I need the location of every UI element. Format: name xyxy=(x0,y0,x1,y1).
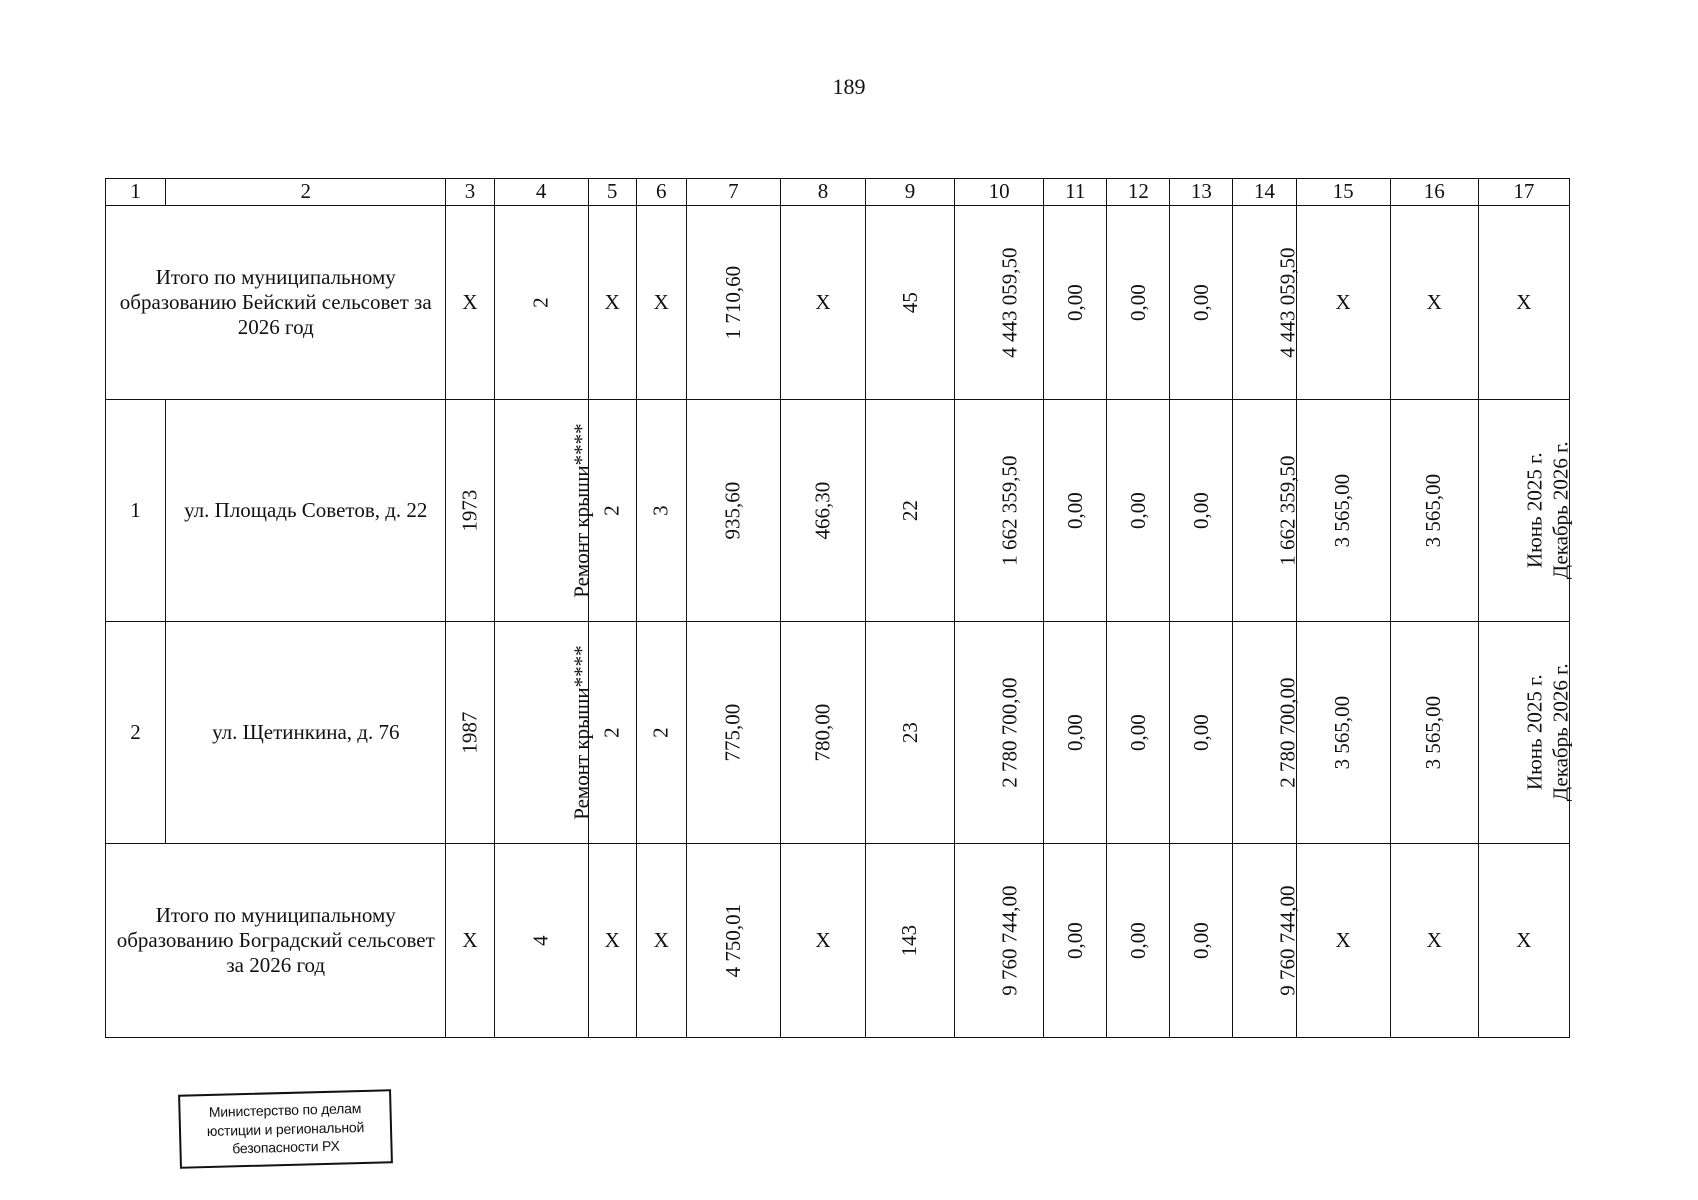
cell-text: 2 xyxy=(599,727,624,738)
header-cell: 6 xyxy=(636,179,686,206)
cell-text: 0,00 xyxy=(1062,714,1087,751)
period-end: Декабрь 2026 г. xyxy=(1548,441,1573,580)
table-cell: X xyxy=(1390,206,1478,400)
table-cell xyxy=(1044,400,1107,622)
table-cell: X xyxy=(636,206,686,400)
cell-text: 1987 xyxy=(457,711,482,754)
table-cell xyxy=(494,206,588,400)
table-cell xyxy=(1107,844,1170,1038)
table-cell xyxy=(446,400,494,622)
table-row xyxy=(106,400,1570,622)
cell-text: 0,00 xyxy=(1062,284,1087,321)
cell-text: 2 xyxy=(648,727,673,738)
cell-text: 9 760 744,00 xyxy=(997,885,1022,996)
header-cell: 16 xyxy=(1390,179,1478,206)
table-cell: X xyxy=(780,206,865,400)
table-cell: X xyxy=(1296,206,1390,400)
table-cell xyxy=(686,400,780,622)
table-cell xyxy=(866,206,955,400)
table-cell xyxy=(686,622,780,844)
cell-text: Ремонт крыши**** xyxy=(569,423,594,598)
table-cell xyxy=(1044,844,1107,1038)
table-cell xyxy=(636,622,686,844)
stamp-line: Министерство по делам xyxy=(208,1099,362,1120)
cell-text: 1 662 359,50 xyxy=(997,455,1022,566)
table-cell xyxy=(494,400,594,622)
table-cell xyxy=(494,844,588,1038)
header-cell: 8 xyxy=(780,179,865,206)
cell-text: 1973 xyxy=(457,489,482,532)
table-cell xyxy=(1296,400,1390,622)
table-cell xyxy=(1107,206,1170,400)
table-cell xyxy=(866,400,955,622)
stamp-line: юстиции и региональной xyxy=(206,1118,365,1139)
cell-text: 466,30 xyxy=(810,481,835,540)
header-cell: 1 xyxy=(106,179,166,206)
row-number: 2 xyxy=(106,622,166,844)
table-cell: X xyxy=(446,844,494,1038)
header-cell: 4 xyxy=(494,179,588,206)
cell-text: 0,00 xyxy=(1125,922,1150,959)
cell-text: Ремонт крыши**** xyxy=(569,645,594,820)
table-cell xyxy=(955,622,1044,844)
header-cell: 7 xyxy=(686,179,780,206)
cell-text: 4 750,01 xyxy=(720,903,745,978)
table-cell xyxy=(686,206,780,400)
table-cell: X xyxy=(1296,844,1390,1038)
header-cell: 3 xyxy=(446,179,494,206)
cell-text: 2 xyxy=(528,297,553,308)
cell-text: 0,00 xyxy=(1062,492,1087,529)
header-cell: 15 xyxy=(1296,179,1390,206)
cell-text: 0,00 xyxy=(1125,492,1150,529)
cell-text: 0,00 xyxy=(1125,714,1150,751)
cell-text: 0,00 xyxy=(1188,492,1213,529)
cell-text: 22 xyxy=(897,500,922,521)
period-cell xyxy=(1478,400,1573,622)
table-cell xyxy=(1107,622,1170,844)
address-cell: ул. Площадь Советов, д. 22 xyxy=(166,400,446,622)
period-start: Июнь 2025 г. xyxy=(1522,452,1547,569)
cell-text: 3 xyxy=(648,505,673,516)
cell-text: 23 xyxy=(897,722,922,743)
cell-text: 4 443 059,50 xyxy=(1275,247,1300,358)
stamp-line: безопасности РХ xyxy=(232,1138,340,1157)
table-cell xyxy=(636,400,686,622)
table-cell xyxy=(588,400,636,622)
header-cell: 10 xyxy=(955,179,1044,206)
table-cell xyxy=(686,844,780,1038)
total-label: Итого по муниципальному образованию Боградский сельсовет за 2026 год xyxy=(106,844,446,1038)
table-cell xyxy=(1170,622,1233,844)
cell-text: 143 xyxy=(897,924,922,957)
table-cell xyxy=(1044,206,1107,400)
cell-text: 780,00 xyxy=(810,703,835,762)
cell-text: 4 xyxy=(528,935,553,946)
table-cell: X xyxy=(588,844,636,1038)
table-cell xyxy=(866,844,955,1038)
table-cell xyxy=(494,622,594,844)
cell-text: 3 565,00 xyxy=(1330,695,1355,770)
capital-repair-table xyxy=(105,178,1573,1038)
period-end: Декабрь 2026 г. xyxy=(1548,663,1573,802)
table-cell xyxy=(1296,622,1390,844)
total-row-beysky xyxy=(106,206,1570,400)
table-cell xyxy=(1170,844,1233,1038)
table-cell xyxy=(955,844,1044,1038)
cell-text: 0,00 xyxy=(1188,714,1213,751)
cell-text: 0,00 xyxy=(1188,284,1213,321)
table-cell xyxy=(588,622,636,844)
table-cell xyxy=(1390,400,1478,622)
table-cell xyxy=(446,622,494,844)
table-cell xyxy=(955,206,1044,400)
table-cell xyxy=(780,622,865,844)
header-cell: 13 xyxy=(1170,179,1233,206)
table-cell: X xyxy=(636,844,686,1038)
table-cell xyxy=(955,400,1044,622)
table-cell xyxy=(866,622,955,844)
table-cell: X xyxy=(1390,844,1478,1038)
table-cell xyxy=(1170,206,1233,400)
table-cell xyxy=(1233,622,1300,844)
cell-text: 935,60 xyxy=(720,481,745,540)
cell-text: 4 443 059,50 xyxy=(997,247,1022,358)
cell-text: 0,00 xyxy=(1188,922,1213,959)
cell-text: 9 760 744,00 xyxy=(1275,885,1300,996)
table-cell xyxy=(1170,400,1233,622)
table-cell: X xyxy=(780,844,865,1038)
cell-text: 3 565,00 xyxy=(1421,695,1446,770)
header-cell: 14 xyxy=(1233,179,1296,206)
total-label: Итого по муниципальному образованию Бейский сельсовет за 2026 год xyxy=(106,206,446,400)
table-cell xyxy=(780,400,865,622)
period-text xyxy=(1521,442,1574,580)
header-cell: 9 xyxy=(866,179,955,206)
page-number: 189 xyxy=(832,74,866,99)
period-cell xyxy=(1478,622,1573,844)
row-number: 1 xyxy=(106,400,166,622)
cell-text: 3 565,00 xyxy=(1330,473,1355,548)
cell-text: 0,00 xyxy=(1125,284,1150,321)
table-header-row xyxy=(106,179,1570,206)
address-cell: ул. Щетинкина, д. 76 xyxy=(166,622,446,844)
table-cell xyxy=(1233,400,1300,622)
table-row xyxy=(106,622,1570,844)
period-text xyxy=(1521,664,1574,802)
table-cell: X xyxy=(1478,206,1569,400)
cell-text: 775,00 xyxy=(720,703,745,762)
header-cell: 2 xyxy=(166,179,446,206)
cell-text: 0,00 xyxy=(1062,922,1087,959)
table-cell xyxy=(1390,622,1478,844)
table-cell xyxy=(1044,622,1107,844)
cell-text: 2 xyxy=(599,505,624,516)
table-cell xyxy=(1233,206,1300,400)
header-cell: 12 xyxy=(1107,179,1170,206)
cell-text: 45 xyxy=(897,292,922,313)
header-cell: 17 xyxy=(1478,179,1569,206)
cell-text: 1 710,60 xyxy=(720,265,745,340)
cell-text: 3 565,00 xyxy=(1421,473,1446,548)
cell-text: 2 780 700,00 xyxy=(997,677,1022,788)
table-cell: X xyxy=(446,206,494,400)
total-row-bogradsky xyxy=(106,844,1570,1038)
table-cell xyxy=(1107,400,1170,622)
period-start: Июнь 2025 г. xyxy=(1522,674,1547,791)
header-cell: 11 xyxy=(1044,179,1107,206)
cell-text: 1 662 359,50 xyxy=(1275,455,1300,566)
header-cell: 5 xyxy=(588,179,636,206)
table-cell: X xyxy=(1478,844,1569,1038)
cell-text: 2 780 700,00 xyxy=(1275,677,1300,788)
ministry-stamp xyxy=(178,1089,393,1169)
table-cell: X xyxy=(588,206,636,400)
table-cell xyxy=(1233,844,1300,1038)
